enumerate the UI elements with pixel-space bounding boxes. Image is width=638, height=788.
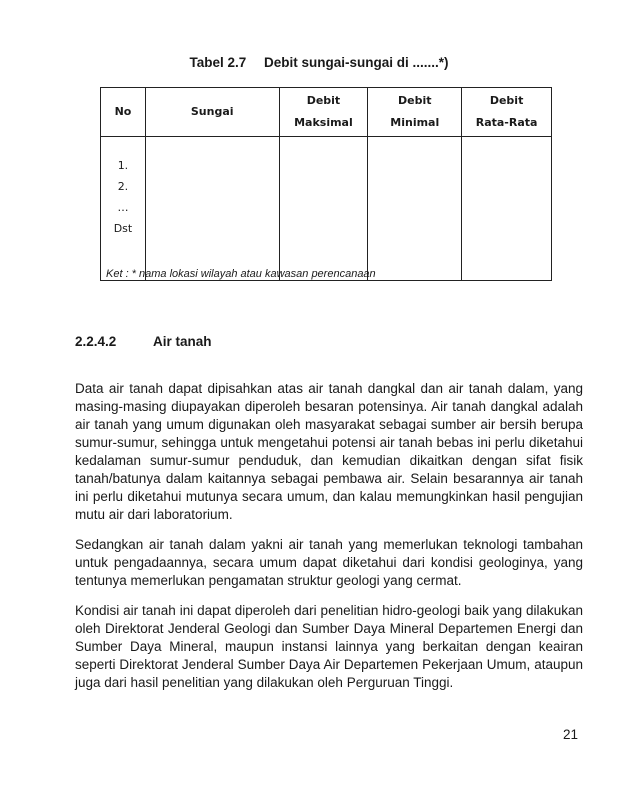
paragraph: Data air tanah dapat dipisahkan atas air tanah dangkal dan air tanah dalam, yang masing-masing diupayakan diperoleh besaran potensinya. Air tanah dangkal adalah air tanah yang umum digunakan oleh masyarakat sebagai sumber air bersih berupa sumur-sumur, sehingga untuk mengetahui potensi air tanah bebas ini perlu diketahui kedalaman sumur-sumur penduduk, dan kemudian dikaitkan dengan sifat fisik tanah/batunya dalam kaitannya sebagai pembawa air. Selain besarannya air tanah ini perlu diketahui mutunya secara umum, dan kalau memungkinkan hasil pengujian mutu air dari laboratorium. (75, 381, 583, 522)
cell-sungai (145, 137, 279, 281)
table-note: Ket : * nama lokasi wilayah atau kawasan perencanaan (106, 268, 376, 280)
header-sungai: Sungai (145, 88, 279, 137)
table-caption-number: Tabel 2.7 (189, 55, 247, 70)
section-heading (75, 334, 212, 349)
table-row (101, 137, 552, 281)
header-debit-minimal: Debit Minimal (368, 88, 462, 137)
table-header-row (101, 88, 552, 137)
row-number: 2. (117, 180, 129, 193)
row-number: … (117, 201, 129, 214)
cell-debit-maksimal (279, 137, 368, 281)
section-number: 2.2.4.2 (75, 334, 117, 349)
section-title: Air tanah (153, 334, 212, 349)
cell-debit-rata-rata (462, 137, 552, 281)
table-caption (0, 55, 638, 70)
paragraph: Sedangkan air tanah dalam yakni air tanah yang memerlukan teknologi tambahan untuk pengadaannya, secara umum dapat diketahui dari kondisi geologinya, yang tentunya memerlukan pengamatan struktur geologi yang cermat. (75, 537, 583, 588)
table-caption-title: Debit sungai-sungai di .......*) (264, 55, 449, 70)
paragraph: Kondisi air tanah ini dapat diperoleh dari penelitian hidro-geologi baik yang dilakukan oleh Direktorat Jenderal Geologi dan Sumber Daya Mineral Departemen Energi dan Sumber Daya Mineral, maupun instansi lainnya yang berkaitan dengan keairan seperti Direktorat Jenderal Sumber Daya Air Departemen Pekerjaan Umum, ataupun juga dari hasil penelitian yang dilakukan oleh Perguruan Tinggi. (75, 603, 583, 690)
header-debit-maksimal: Debit Maksimal (279, 88, 368, 137)
page-number: 21 (562, 727, 578, 742)
row-number: 1. (117, 159, 129, 172)
row-number: Dst (113, 222, 133, 235)
header-debit-rata-rata: Debit Rata-Rata (462, 88, 552, 137)
header-no: No (101, 88, 146, 137)
river-discharge-table (100, 87, 552, 281)
cell-debit-minimal (368, 137, 462, 281)
cell-no (101, 137, 146, 281)
